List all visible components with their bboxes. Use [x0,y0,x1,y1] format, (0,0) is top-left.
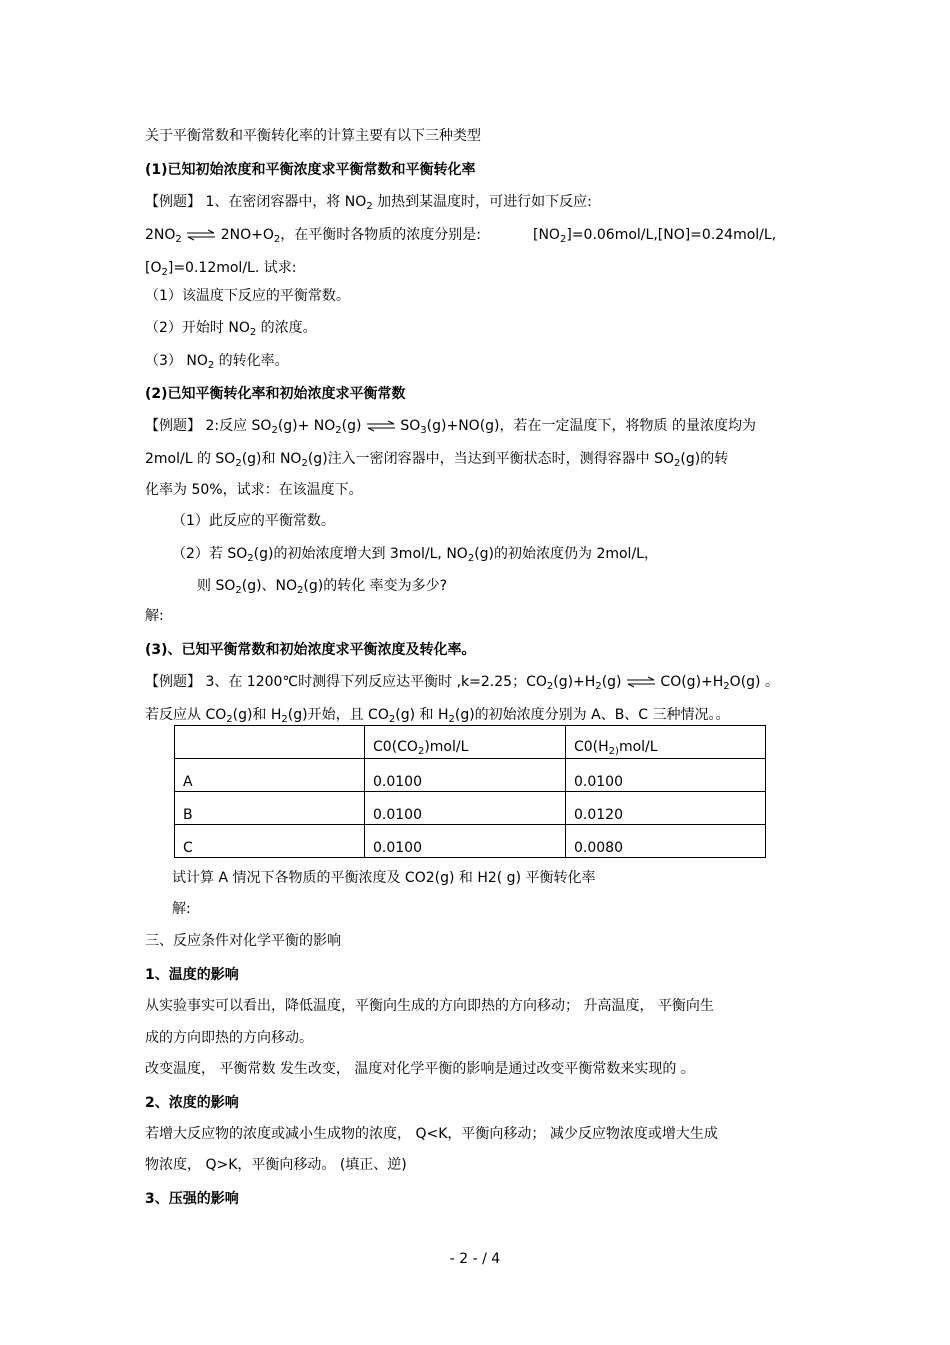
table-cell: C [175,825,365,858]
concentration-paragraph-1: 若增大反应物的浓度或减小生成物的浓度， Q<K，平衡向移动； 减少反应物浓度或增大生成 [145,1126,718,1142]
concentration-paragraph-2: 物浓度， Q>K，平衡向移动。 (填正、逆) [145,1157,407,1173]
table-row [175,825,766,858]
section4-title: 三、反应条件对化学平衡的影响 [145,933,341,949]
temperature-heading: 1、温度的影响 [145,967,239,983]
temperature-paragraph-3: 改变温度， 平衡常数 发生改变， 温度对化学平衡的影响是通过改变平衡常数来实现的 。 [145,1061,695,1077]
section2-title: (2)已知平衡转化率和初始浓度求平衡常数 [145,386,406,402]
example2-line-2: 2mol/L 的 $SO_2(g)$和 $NO_2(g)$注入一密闭容器中，当达到平衡状态时，测得容器中 $SO_2(g)$的转 [145,451,729,469]
example2-question-1: （1）此反应的平衡常数。 [172,513,335,529]
example1-equation: $2NO_2$ $2NO+O_2$，在平衡时各物质的浓度分别是: [145,227,481,245]
example3-solution-label: 解: [172,901,191,917]
table-cell: B [175,792,365,825]
example1-concentration: $[NO_2]=0.06mol/L,[NO]=0.24mol/L$, [533,227,777,245]
table-header-cell: $C0(CO_2)mol/L$ [365,726,566,759]
example1-question-3: （3） $NO_2$ 的转化率。 [145,353,289,371]
table-header-cell: $C0(H_{2)}mol/L$ [566,726,766,759]
example1-concentration-2: $[O_2]=0.12mol/L$. 试求: [145,260,297,278]
example3-intro: 【例题】 3、在 1200℃时测得下列反应达平衡时 ,k=2.25；$CO_2(g)+H_2(g)$ $CO(g)+H_2O(g)$ 。 [145,674,779,692]
temperature-paragraph-1: 从实验事实可以看出，降低温度，平衡向生成的方向即热的方向移动； 升高温度， 平衡向生 [145,998,714,1014]
section3-title: (3)、已知平衡常数和初始浓度求平衡浓度及转化率。 [145,642,476,658]
example2-solution-label: 解: [145,608,164,624]
example1-question-2: （2）开始时 $NO_2$ 的浓度。 [145,320,317,338]
table-cell: A [175,759,365,792]
example1-intro: 【例题】 1、在密闭容器中，将 $NO_2$ 加热到某温度时，可进行如下反应: [145,194,592,212]
example2-intro: 【例题】 2:反应 $SO_2(g)+ NO_2(g)$ $SO_3(g)+NO(g)$，若在一定温度下，将物质 的量浓度均为 [145,418,756,436]
table-cell: 0.0120 [566,792,766,825]
table-cell: 0.0100 [365,792,566,825]
intro-text: 关于平衡常数和平衡转化率的计算主要有以下三种类型 [145,128,481,144]
table-cell: 0.0100 [365,759,566,792]
example2-line-3: 化率为 50%，试求：在该温度下。 [145,482,363,498]
table-row [175,792,766,825]
table-cell: 0.0080 [566,825,766,858]
table-cell: 0.0100 [365,825,566,858]
example2-question-2-cont: 则 $SO_2(g)$、$NO_2(g)$的转化 率变为多少? [197,578,448,596]
example3-calc-task: 试计算 A 情况下各物质的平衡浓度及 CO2(g) 和 H2( g) 平衡转化率 [172,870,596,886]
page-number: - 2 - / 4 [449,1251,501,1267]
section1-title: (1)已知初始浓度和平衡浓度求平衡常数和平衡转化率 [145,162,476,178]
concentration-table [174,725,766,858]
equilibrium-arrow-icon [186,229,216,241]
table-cell: 0.0100 [566,759,766,792]
temperature-paragraph-2: 成的方向即热的方向移动。 [145,1030,313,1046]
equilibrium-arrow-icon [626,676,656,688]
example1-question-1: （1）该温度下反应的平衡常数。 [145,288,350,304]
table-header-cell [175,726,365,759]
example3-line-2: 若反应从 $CO_2(g)$和 $H_2(g)$开始，且 $CO_2(g)$ 和 $H_2(g)$的初始浓度分别为 A、B、C 三种情况。。 [145,707,730,725]
equilibrium-arrow-icon [366,420,396,432]
pressure-heading: 3、压强的影响 [145,1191,239,1207]
concentration-heading: 2、浓度的影响 [145,1095,239,1111]
table-row [175,759,766,792]
table-header-row [175,726,766,759]
example2-question-2: （2）若 $SO_2(g)$的初始浓度增大到 3mol/L, $NO_2(g)$的初始浓度仍为 2mol/L， [172,546,658,564]
